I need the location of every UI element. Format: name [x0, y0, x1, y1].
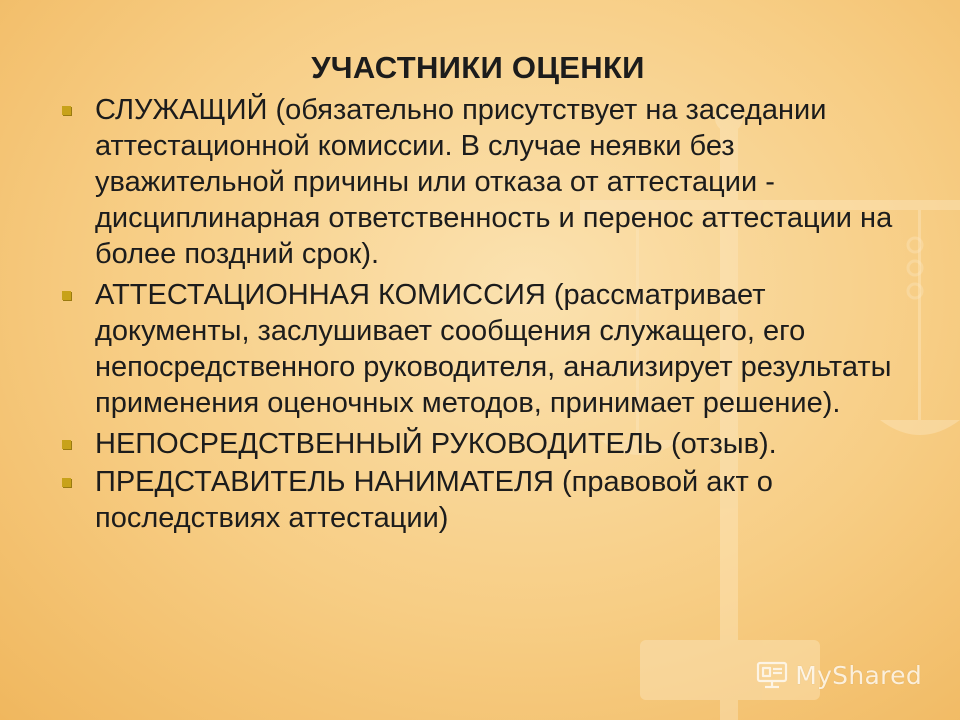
- bullet-term: СЛУЖАЩИЙ: [95, 94, 268, 126]
- myshared-logo: [755, 660, 922, 690]
- bullet-term: ПРЕДСТАВИТЕЛЬ НАНИМАТЕЛЯ: [95, 466, 554, 498]
- bullet-item-employer-representative: [60, 464, 920, 536]
- bullet-list: [60, 92, 920, 541]
- bullet-text: (рассматривает документы, заслушивает сообщения служащего, его непосредственного руководителя, анализирует результаты применения оценочных методов, принимает решение).: [95, 279, 892, 419]
- slide-title: УЧАСТНИКИ ОЦЕНКИ: [311, 50, 645, 85]
- bullet-term: НЕПОСРЕДСТВЕННЫЙ РУКОВОДИТЕЛЬ: [95, 428, 663, 460]
- bullet-marker: [62, 106, 71, 115]
- bullet-text: (обязательно присутствует на заседании аттестационной комиссии. В случае неявки без уважительной причины или отказа от аттестации - дисциплинарная ответственность и перенос аттестации на более поздний срок).: [95, 94, 893, 270]
- logo-text: MyShared: [795, 660, 922, 690]
- bullet-term: АТТЕСТАЦИОННАЯ КОМИССИЯ: [95, 279, 546, 311]
- bullet-item-commission: [60, 277, 920, 421]
- bullet-text: (правовой акт о последствиях аттестации): [95, 466, 773, 534]
- bullet-item-employee: [60, 92, 920, 272]
- bullet-text: (отзыв).: [662, 428, 777, 460]
- bullet-item-supervisor: [60, 426, 920, 462]
- bullet-marker: [62, 440, 71, 449]
- bullet-marker: [62, 291, 71, 300]
- bullet-marker: [62, 478, 71, 487]
- presentation-board-icon: [755, 660, 789, 690]
